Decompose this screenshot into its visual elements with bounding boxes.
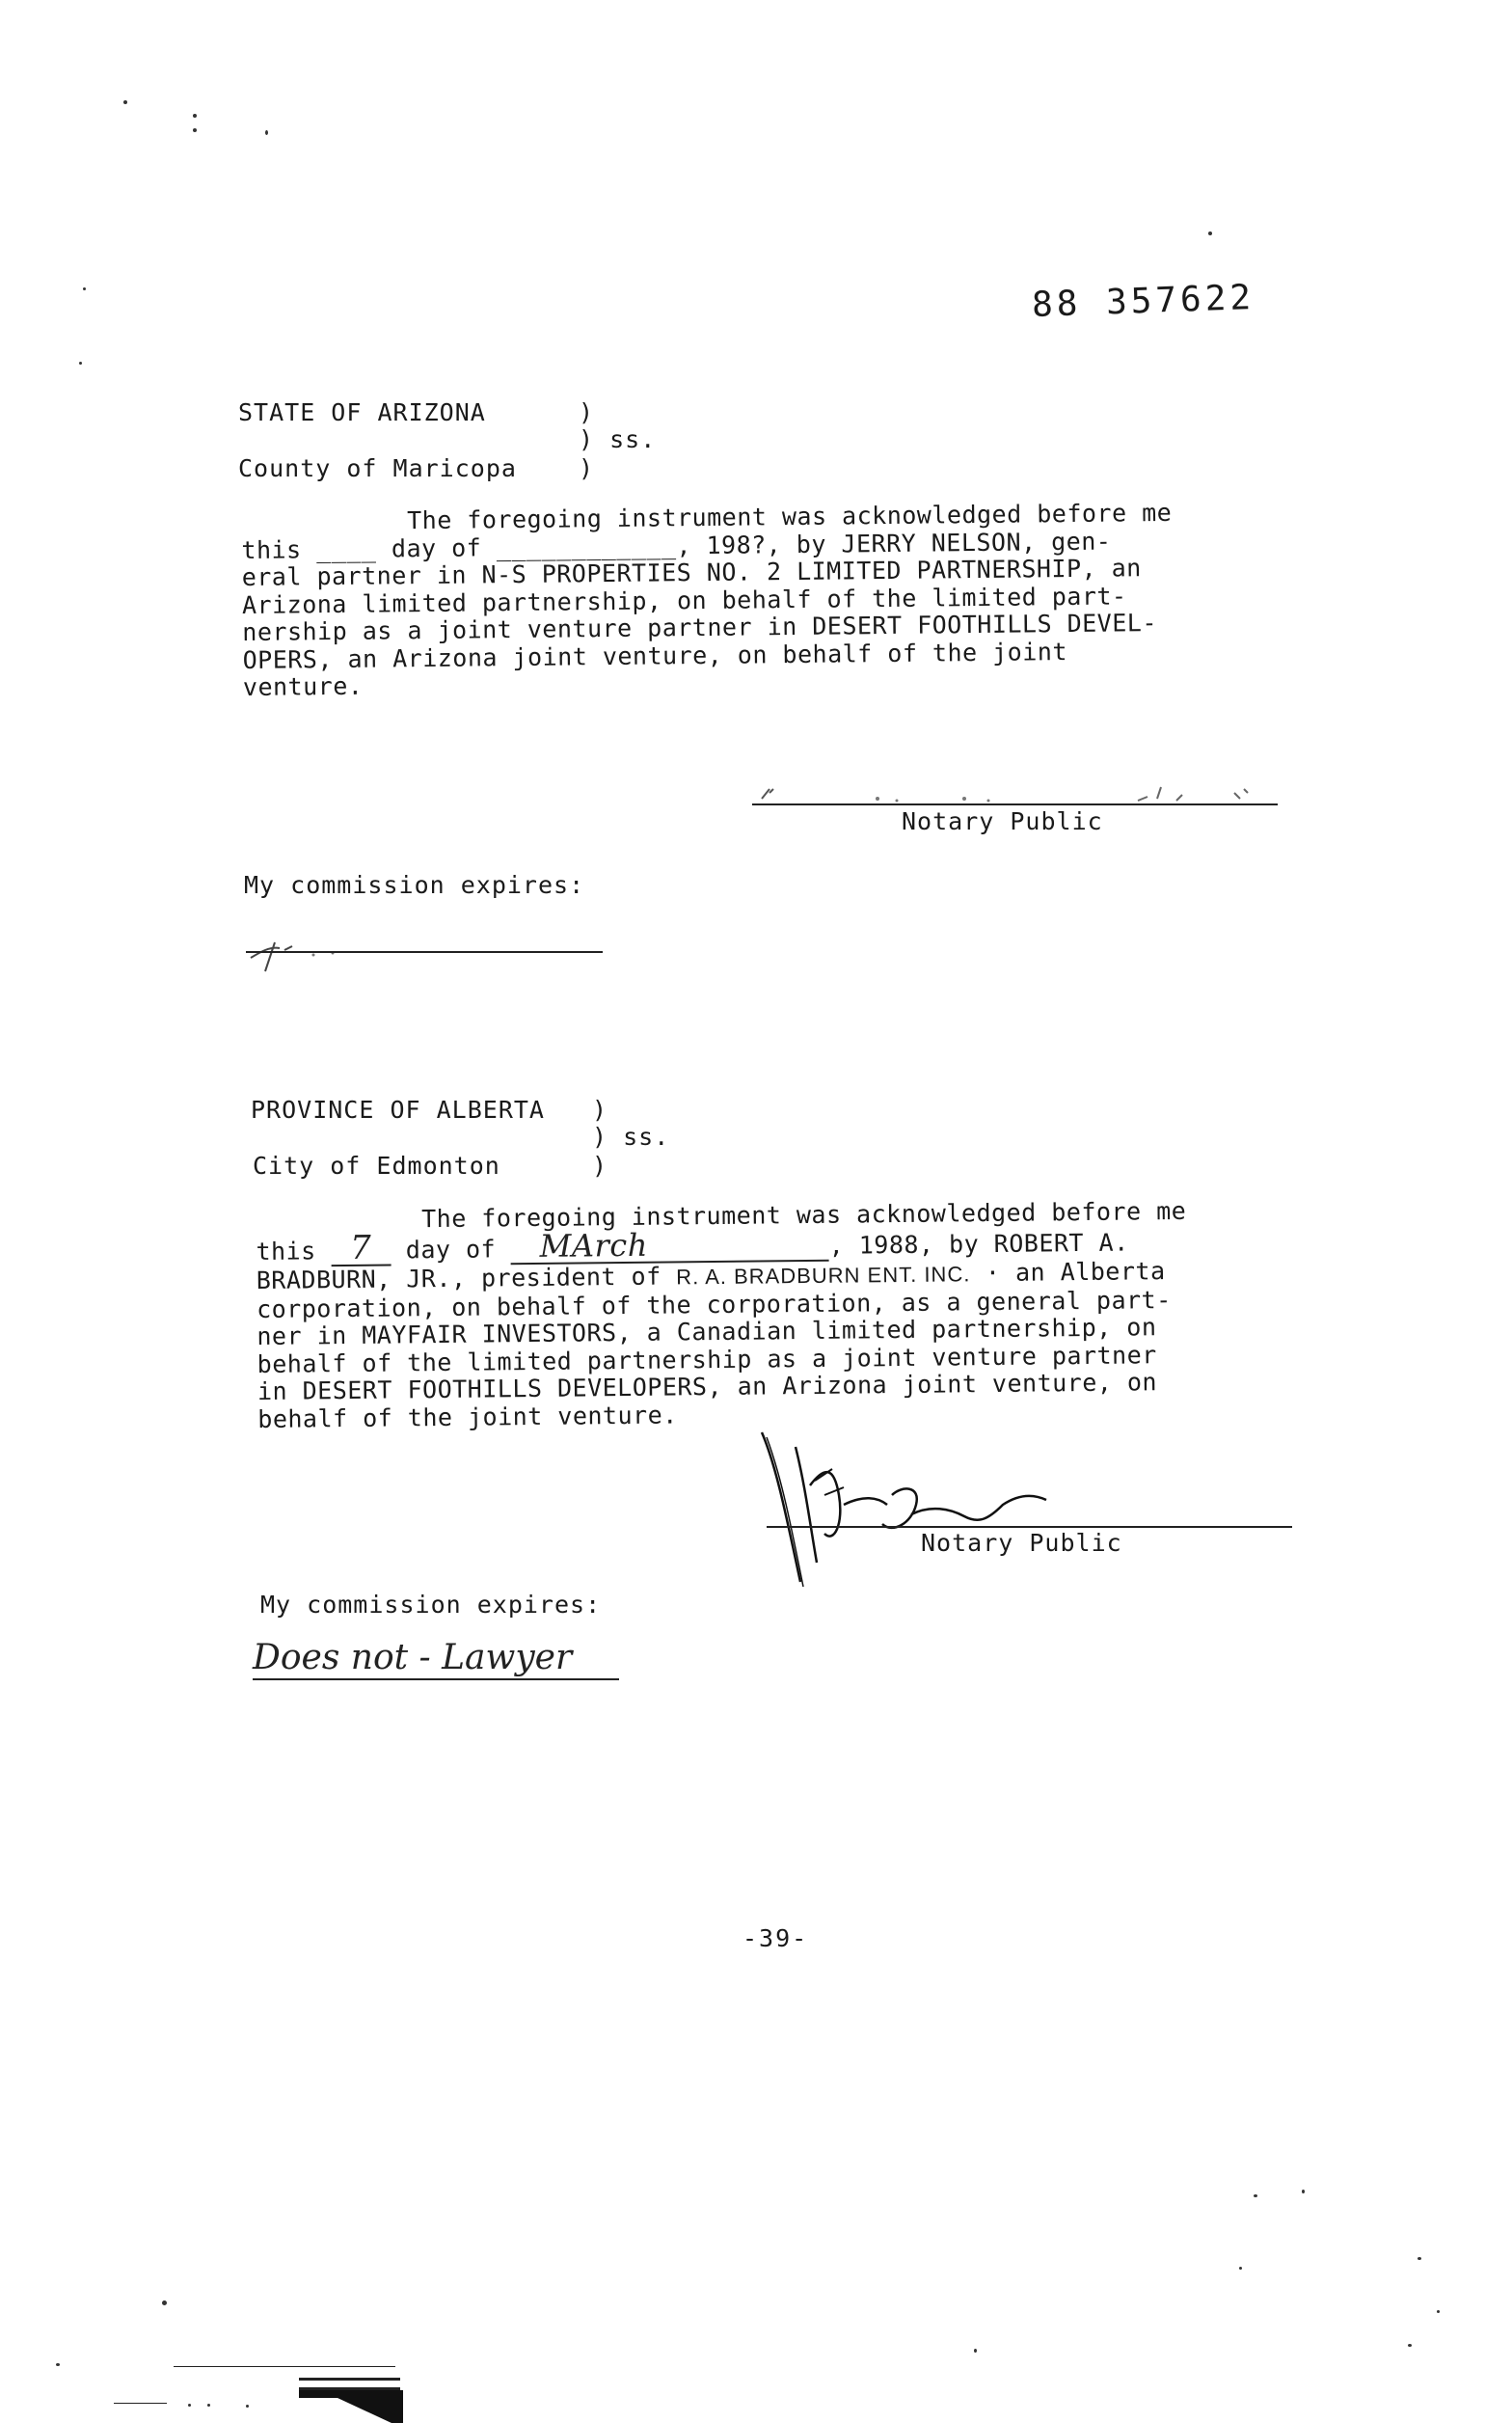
county-label: County of Maricopa xyxy=(238,454,517,482)
scan-artifact-line xyxy=(114,2403,167,2404)
day-of-words: day of xyxy=(405,1234,497,1264)
paragraph-line: Arizona limited partnership, on behalf of the limited part- xyxy=(241,581,1127,619)
venue-paren-top: ) xyxy=(579,398,595,426)
month-blank xyxy=(511,1226,829,1265)
president-of-text: BRADBURN, JR., president of xyxy=(256,1262,662,1294)
notary-signature-line xyxy=(767,1526,1292,1528)
company-name: R. A. BRADBURN ENT. INC. xyxy=(676,1262,971,1290)
venue-paren-ss: ) ss. xyxy=(592,1123,670,1151)
handwritten-commission-expiry: Does not - Lawyer xyxy=(253,1638,573,1677)
city-label: City of Edmonton xyxy=(253,1152,500,1180)
scan-speck xyxy=(162,2300,167,2305)
province-label: PROVINCE OF ALBERTA xyxy=(251,1096,545,1124)
scan-speck xyxy=(207,2404,210,2407)
venue-paren-ss: ) ss. xyxy=(579,425,657,453)
scan-artifact-line xyxy=(174,2366,395,2367)
recording-number: 88 357622 xyxy=(1031,277,1256,326)
paragraph-line: in DESERT FOOTHILLS DEVELOPERS, an Arizona joint venture, on xyxy=(256,1368,1158,1405)
paragraph-line: The foregoing instrument was acknowledged before me xyxy=(406,498,1173,535)
paragraph-line: eral partner in N-S PROPERTIES NO. 2 LIMITED PARTNERSHIP, an xyxy=(241,554,1142,591)
this-word: this xyxy=(256,1236,316,1266)
scan-speck xyxy=(1437,2310,1440,2313)
handwritten-day: 7 xyxy=(349,1228,372,1267)
paragraph-line: venture. xyxy=(242,671,364,701)
year-and-name: , 1988, by ROBERT A. xyxy=(828,1228,1129,1260)
paragraph-line: nership as a joint venture partner in DESERT FOOTHILLS DEVEL- xyxy=(242,609,1158,646)
notary-public-label: Notary Public xyxy=(921,1529,1122,1557)
notary-signature-line xyxy=(752,803,1278,805)
paragraph-line: this ____ day of ____________, 198?, by JERRY NELSON, gen- xyxy=(241,527,1112,564)
notary-signature xyxy=(757,1428,1085,1592)
scan-speck xyxy=(1418,2257,1421,2260)
venue-paren-bottom: ) xyxy=(579,454,595,482)
paragraph-line: OPERS, an Arizona joint venture, on behalf of the joint xyxy=(242,637,1068,674)
scan-speck xyxy=(56,2363,60,2366)
scan-speck xyxy=(188,2404,191,2407)
acknowledgment-paragraph xyxy=(241,499,1280,702)
paragraph-line: ner in MAYFAIR INVESTORS, a Canadian limited partnership, on xyxy=(256,1313,1157,1350)
scan-speck xyxy=(193,114,197,118)
scan-speck xyxy=(246,2405,249,2408)
scan-speck xyxy=(123,100,127,104)
scan-speck xyxy=(974,2349,977,2353)
scan-artifact-wedge xyxy=(299,2390,405,2423)
commission-line xyxy=(253,1678,619,1680)
scan-speck xyxy=(193,128,197,132)
paragraph-line: The foregoing instrument was acknowledged before me xyxy=(420,1196,1187,1234)
commission-line xyxy=(246,951,603,953)
scan-speck xyxy=(1408,2344,1412,2347)
faint-commission-marks xyxy=(246,921,400,974)
state-label: STATE OF ARIZONA xyxy=(238,398,486,426)
scan-speck xyxy=(83,287,86,290)
paragraph-line: corporation, on behalf of the corporation, as a general part- xyxy=(256,1285,1172,1323)
day-blank xyxy=(331,1228,391,1267)
page-number: -39- xyxy=(742,1924,809,1952)
venue-paren-bottom: ) xyxy=(592,1152,608,1180)
scan-speck xyxy=(1239,2267,1242,2270)
venue-paren-top: ) xyxy=(592,1096,608,1124)
scan-speck xyxy=(265,130,268,135)
paragraph-line: behalf of the joint venture. xyxy=(257,1400,678,1433)
commission-expires-label: My commission expires: xyxy=(244,871,585,899)
scan-artifact-line xyxy=(299,2378,400,2381)
scan-speck xyxy=(1208,231,1212,235)
commission-expires-label: My commission expires: xyxy=(260,1591,602,1619)
notary-public-label: Notary Public xyxy=(902,807,1103,835)
paragraph-line: behalf of the limited partnership as a joint venture partner xyxy=(256,1340,1157,1378)
acknowledgment-paragraph xyxy=(256,1197,1299,1433)
alberta-text: · an Alberta xyxy=(985,1257,1166,1288)
scan-speck xyxy=(79,362,82,365)
handwritten-month: MArch xyxy=(539,1226,649,1265)
scan-speck xyxy=(1302,2190,1305,2193)
scan-speck xyxy=(1254,2194,1257,2197)
